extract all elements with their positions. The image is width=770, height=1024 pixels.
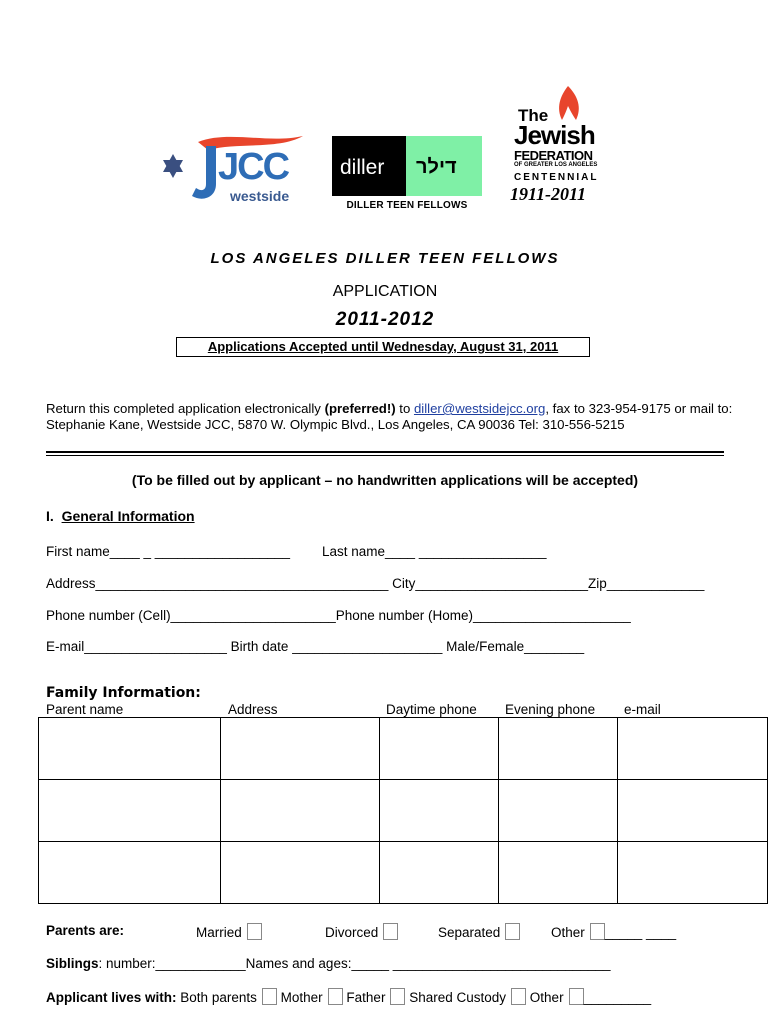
first-name-field[interactable]: First name____ _ __________________ [46,544,290,559]
parents-label: Parents are: [46,923,125,938]
jcc-logo-text: JCC [218,146,289,188]
section-heading: I. General Information [46,508,195,524]
fed-logo-centennial: CENTENNIAL [514,172,599,183]
diller-logo-caption: DILLER TEEN FELLOWS [346,200,468,211]
table-cell[interactable] [39,780,221,842]
table-cell[interactable] [380,842,499,904]
jcc-logo-subtext: westside [230,188,290,204]
table-cell[interactable] [618,718,768,780]
checkbox[interactable] [511,988,526,1005]
option-separated[interactable]: Separated [438,923,520,940]
diller-teen-fellows-logo [332,136,482,214]
page-subtitle: APPLICATION [332,283,438,300]
table-cell[interactable] [221,718,380,780]
table-cell[interactable] [221,780,380,842]
email-link[interactable]: diller@westsidejcc.org [413,401,546,416]
return-instructions: Return this completed application electronically (preferred!) to diller@westsidejcc.org, fax to 323-954-9175 or mail to: Stephanie Kane, Westside JCC, 5870 W. Olympic Blvd., Los Angeles, CA 90036 Tel: 310-556-5215 [46,401,733,432]
col-email: e-mail [624,702,661,717]
option-divorced[interactable]: Divorced [325,923,398,940]
diller-logo-word: diller [340,156,385,179]
last-name-field[interactable]: Last name____ _________________ [322,544,547,559]
fed-logo-years: 1911-2011 [510,184,587,204]
diller-logo-hebrew: דילר [416,156,457,178]
checkbox[interactable] [383,923,398,940]
option-other-parents[interactable]: Other _____ ____ [551,925,677,940]
checkbox[interactable] [247,923,262,940]
checkbox[interactable] [262,988,277,1005]
table-cell[interactable] [618,842,768,904]
table-row [39,842,768,904]
table-row [39,780,768,842]
table-cell[interactable] [380,780,499,842]
family-heading: Family Information: [46,685,201,701]
table-cell[interactable] [618,780,768,842]
table-row [39,718,768,780]
fill-instructions: (To be filled out by applicant – no handwritten applications will be accepted) [131,472,639,488]
col-daytime-phone: Daytime phone [386,702,477,717]
phone-field[interactable]: Phone number (Cell)______________________Phone number (Home)_____________________ [46,608,631,623]
email-birth-field[interactable]: E-mail___________________ Birth date ____________________ Male/Female________ [46,639,585,654]
table-cell[interactable] [380,718,499,780]
col-address: Address [228,702,278,717]
col-parent-name: Parent name [46,702,124,717]
checkbox[interactable] [505,923,520,940]
checkbox[interactable] [590,923,605,940]
table-cell[interactable] [221,842,380,904]
table-cell[interactable] [39,718,221,780]
family-table [38,717,768,904]
jcc-westside-logo [158,132,308,212]
fed-logo-jewish: Jewish [514,120,595,150]
col-evening-phone: Evening phone [505,702,596,717]
siblings-field[interactable]: Siblings: number:____________Names and ages:_____ _____________________________ [46,956,611,971]
divider [46,451,724,453]
fed-logo-region: OF GREATER LOS ANGELES [514,162,598,168]
table-cell[interactable] [39,842,221,904]
table-cell[interactable] [499,842,618,904]
address-field[interactable]: Address_______________________________________ City_______________________Zip_____________ [46,576,705,591]
divider [46,455,724,456]
lives-with-field: Applicant lives with: Both parents Mother Father Shared Custody Other _________ [46,990,652,1005]
checkbox[interactable] [328,988,343,1005]
table-cell[interactable] [499,780,618,842]
checkbox[interactable] [569,988,584,1005]
option-married[interactable]: Married [196,923,262,940]
fed-logo-the: The [518,106,549,125]
fed-logo-federation: FEDERATION [514,148,593,163]
table-cell[interactable] [499,718,618,780]
page-title: LOS ANGELES DILLER TEEN FELLOWS [210,250,560,267]
program-years: 2011-2012 [335,309,435,330]
deadline-box: Applications Accepted until Wednesday, August 31, 2011 [176,337,590,357]
jewish-federation-logo [508,84,612,214]
checkbox[interactable] [390,988,405,1005]
